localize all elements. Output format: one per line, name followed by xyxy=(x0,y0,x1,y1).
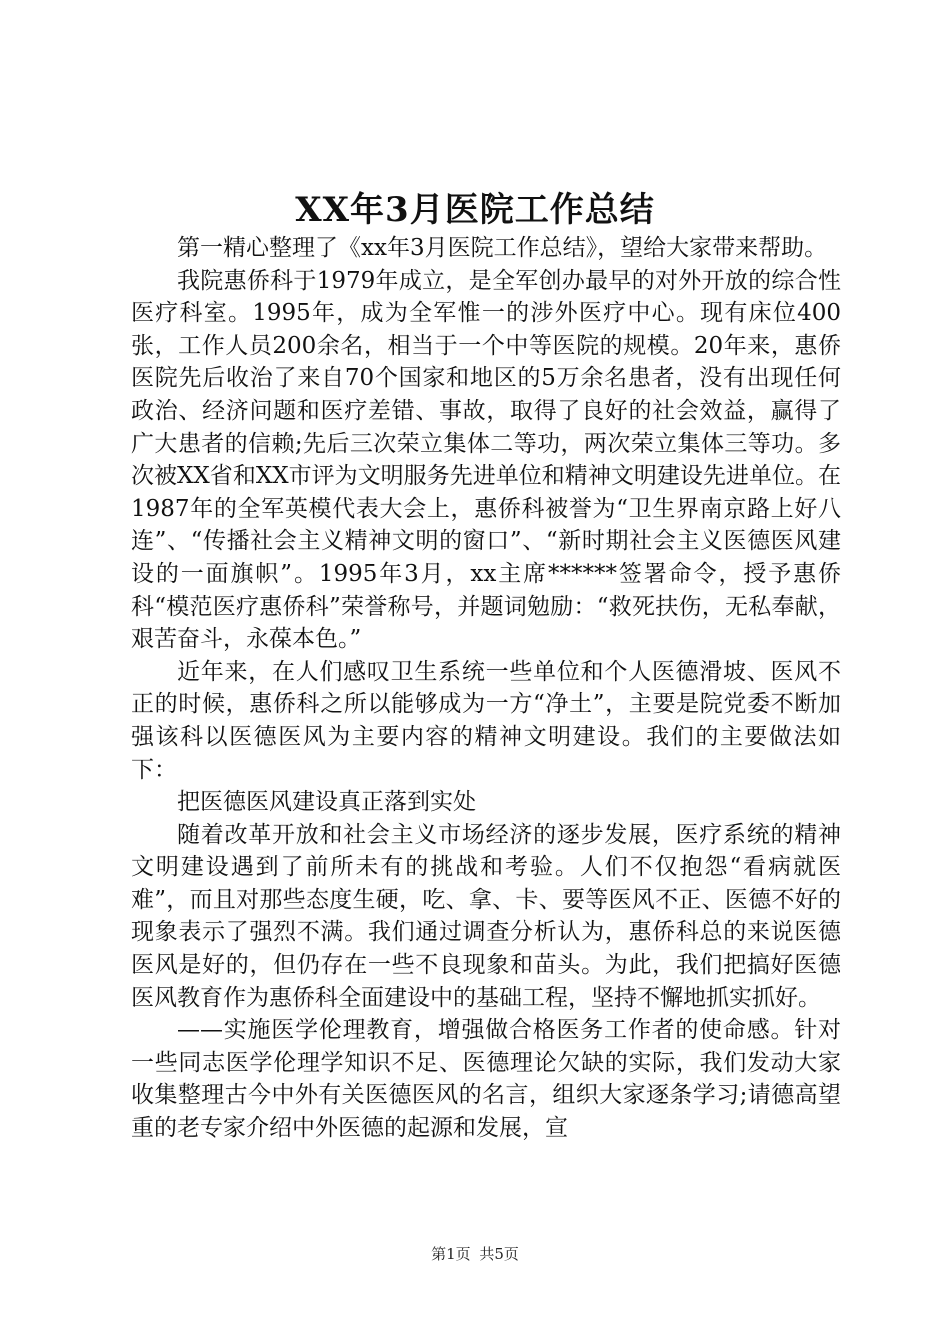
page-total: 共5页 xyxy=(479,1245,519,1263)
document-body xyxy=(131,232,841,1145)
page-footer xyxy=(0,1243,950,1264)
section-heading: 把医德医风建设真正落到实处 xyxy=(177,789,476,816)
page-number: 第1页 xyxy=(431,1245,471,1263)
paragraph-reform: 随着改革开放和社会主义市场经济的逐步发展，医疗系统的精神文明建设遇到了前所未有的挑战和考验。人们不仅抱怨“看病就医难”，而且对那些态度生硬，吃、拿、卡、要等医风不正、医德不好的现象表示了强烈不满。我们通过调查分析认为，惠侨科总的来说医德医风是好的，但仍存在一些不良现象和苗头。为此，我们把搞好医德医风教育作为惠侨科全面建设中的基础工程，坚持不懈地抓实抓好。 xyxy=(131,821,841,1011)
document-title: XX年3月医院工作总结 xyxy=(295,190,655,230)
paragraph-history: 我院惠侨科于1979年成立，是全军创办最早的对外开放的综合性医疗科室。1995年，成为全军惟一的涉外医疗中心。现有床位400张，工作人员200余名，相当于一个中等医院的规模。20年来，惠侨医院先后收治了来自70个国家和地区的5万余名患者，没有出现任何政治、经济问题和医疗差错、事故，取得了良好的社会效益，赢得了广大患者的信赖;先后三次荣立集体二等功，两次荣立集体三等功。多次被XX省和XX市评为文明服务先进单位和精神文明建设先进单位。在1987年的全军英模代表大会上，惠侨科被誉为“卫生界南京路上好八连”、“传播社会主义精神文明的窗口”、“新时期社会主义医德医风建设的一面旗帜”。1995年3月，xx主席******签署命令，授予惠侨科“模范医疗惠侨科”荣誉称号，并题词勉励：“救死扶伤，无私奉献，艰苦奋斗，永葆本色。” xyxy=(131,267,841,653)
paragraph-ethics-education: ——实施医学伦理教育，增强做合格医务工作者的使命感。针对一些同志医学伦理学知识不足、医德理论欠缺的实际，我们发动大家收集整理古今中外有关医德医风的名言，组织大家逐条学习;请德高望重的老专家介绍中外医德的起源和发展，宣 xyxy=(131,1017,841,1142)
paragraph-recent-years: 近年来，在人们感叹卫生系统一些单位和个人医德滑坡、医风不正的时候，惠侨科之所以能够成为一方“净土”，主要是院党委不断加强该科以医德医风为主要内容的精神文明建设。我们的主要做法如下： xyxy=(131,658,841,783)
paragraph-intro: 第一精心整理了《xx年3月医院工作总结》，望给大家带来帮助。 xyxy=(177,235,828,261)
